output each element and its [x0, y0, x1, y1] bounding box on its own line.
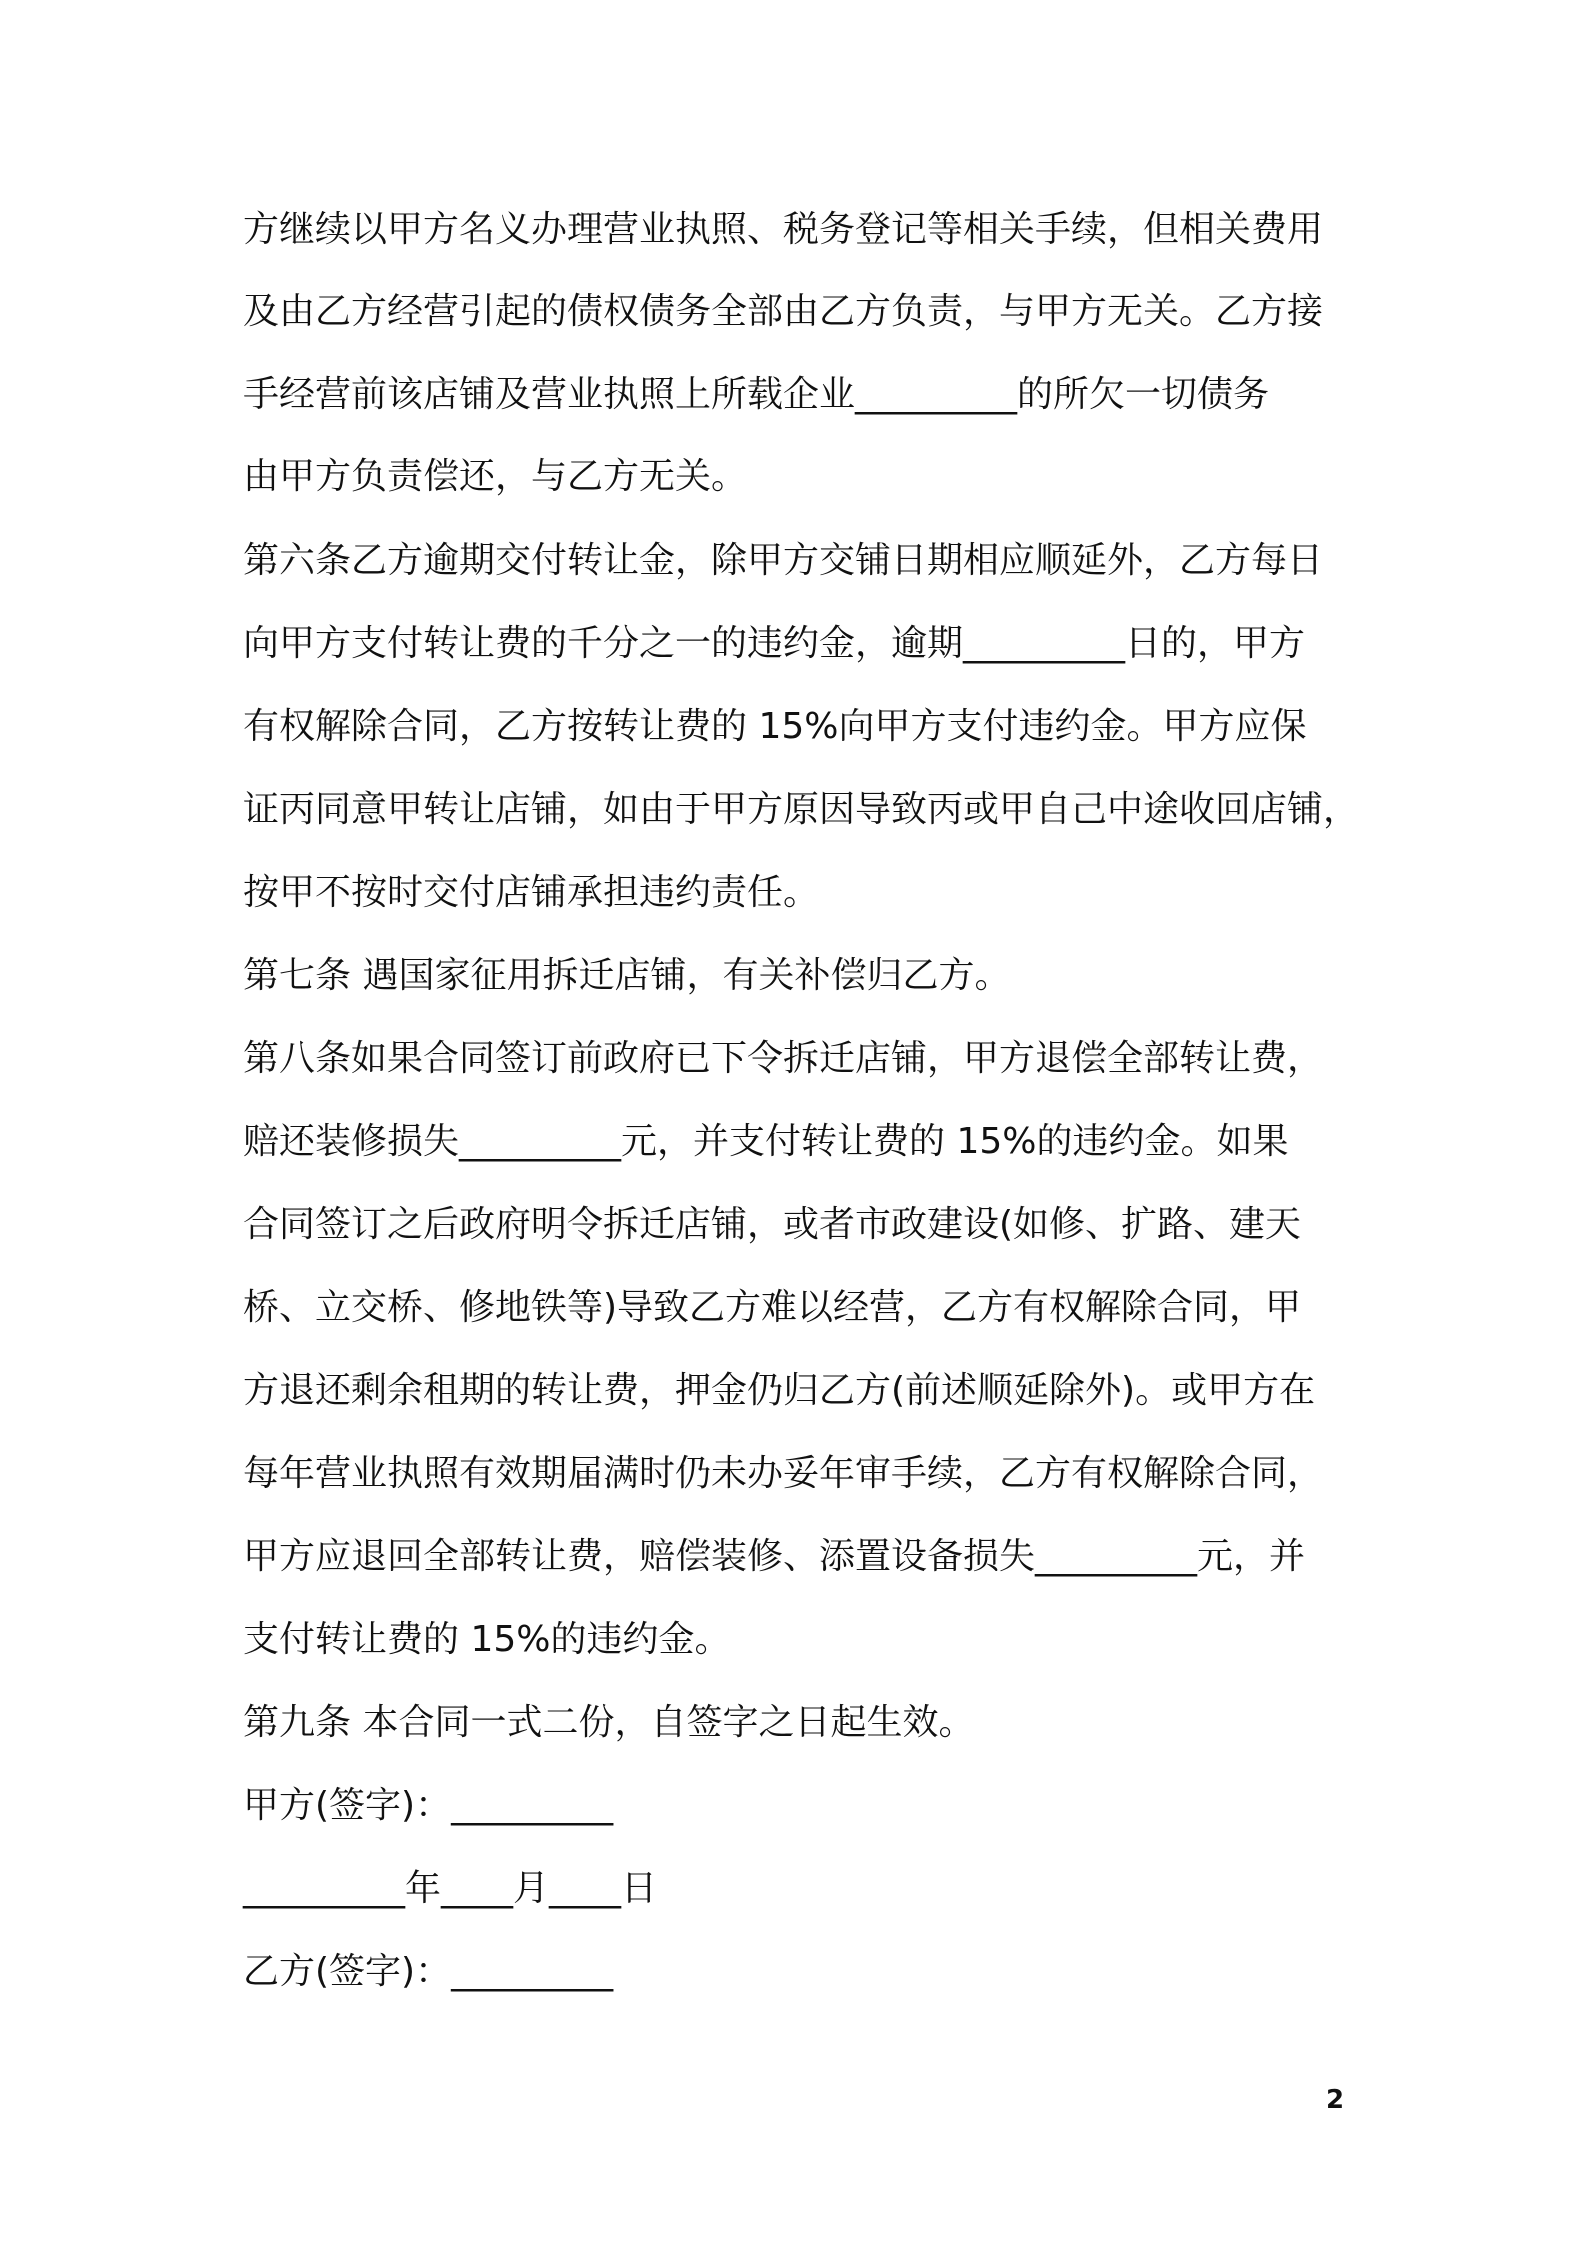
article-8-line: 第八条如果合同签订前政府已下令拆迁店铺，甲方退偿全部转让费， [243, 1038, 1324, 1079]
text-line: 方退还剩余租期的转让费，押金仍归乙方(前述顺延除外)。或甲方在 [243, 1370, 1316, 1411]
text-line: 证丙同意甲转让店铺，如由于甲方原因导致丙或甲自己中途收回店铺， [243, 789, 1360, 830]
text-line: 由甲方负责偿还，与乙方无关。 [243, 456, 748, 497]
page-number: 2 [1326, 2085, 1345, 2115]
text-line: 向甲方支付转让费的千分之一的违约金，逾期_________日的，甲方 [243, 623, 1306, 664]
text-line: 按甲不按时交付店铺承担违约责任。 [243, 872, 820, 913]
text-line: 手经营前该店铺及营业执照上所载企业_________的所欠一切债务 [243, 374, 1270, 415]
text-line: 及由乙方经营引起的债权债务全部由乙方负责，与甲方无关。乙方接 [243, 291, 1324, 332]
article-6-line: 第六条乙方逾期交付转让金，除甲方交铺日期相应顺延外，乙方每日 [243, 540, 1324, 581]
article-9-line: 第九条 本合同一式二份，自签字之日起生效。 [243, 1702, 975, 1743]
text-line: 赔还装修损失_________元，并支付转让费的 15%的违约金。如果 [243, 1121, 1289, 1162]
text-line: 桥、立交桥、修地铁等)导致乙方难以经营，乙方有权解除合同，甲 [243, 1287, 1302, 1328]
party-b-label: 乙方(签字)： [243, 1951, 452, 1992]
party-a-signature: 甲方(签字)：_________ [243, 1785, 614, 1826]
text-line: 方继续以甲方名义办理营业执照、税务登记等相关手续，但相关费用 [243, 209, 1324, 250]
text-line: 合同签订之后政府明令拆迁店铺，或者市政建设(如修、扩路、建天 [243, 1204, 1302, 1245]
signature-date: _________年____月____日 [243, 1868, 657, 1909]
text-line: 甲方应退回全部转让费，赔偿装修、添置设备损失_________元，并 [243, 1536, 1306, 1577]
text-line: 有权解除合同，乙方按转让费的 15%向甲方支付违约金。甲方应保 [243, 706, 1307, 747]
text-line: 每年营业执照有效期届满时仍未办妥年审手续，乙方有权解除合同， [243, 1453, 1324, 1494]
text-line: 支付转让费的 15%的违约金。 [243, 1619, 731, 1660]
article-7-line: 第七条 遇国家征用拆迁店铺，有关补偿归乙方。 [243, 955, 1011, 996]
party-b-signature [243, 1950, 613, 1994]
party-b-blank: _________ [451, 1951, 614, 1992]
